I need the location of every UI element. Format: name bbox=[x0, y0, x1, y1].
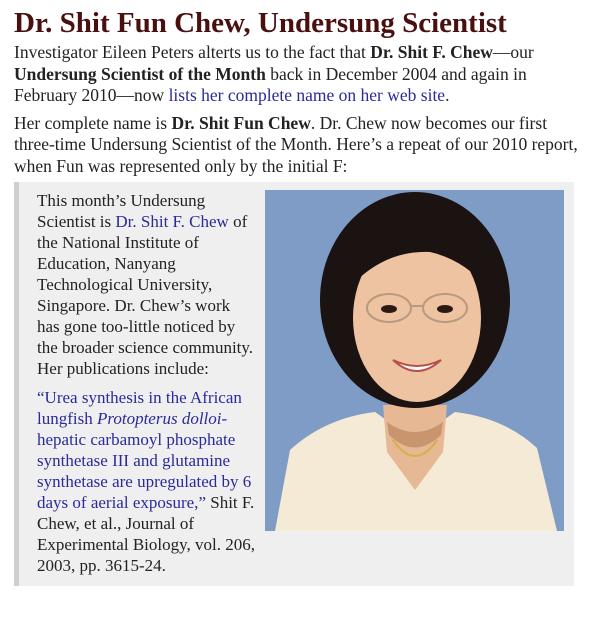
portrait-photo bbox=[265, 190, 564, 531]
name-bold: Dr. Shit F. Chew bbox=[370, 42, 493, 62]
award-bold: Undersung Scientist of the Month bbox=[14, 63, 266, 84]
species-name: Protopterus dolloi bbox=[96, 409, 222, 428]
website-link[interactable]: lists her complete name on her web site bbox=[168, 85, 446, 105]
quoted-report bbox=[14, 182, 574, 586]
paper-title-link[interactable]: “Urea synthesis in the African lungfish Protopterus dolloi-hepatic carbamoyl phosphate synthetase III and glutamine synthetase are upregulated by 6 days of aerial exposure,” bbox=[37, 388, 252, 512]
intro-paragraph: Investigator Eileen Peters alterts us to the fact that Dr. Shit F. Chew—our Undersung Scientist of the Month back in December 2004 and again in February 2010—now lists her complete name on her web site. bbox=[14, 42, 534, 105]
quote-body: This month’s Undersung Scientist is Dr. Shit F. Chew of the National Institute of Education, Nanyang Technological University, Singapore. Dr. Chew’s work has gone too-little noticed by the broader science community. Her publications include: bbox=[37, 191, 254, 378]
page-title: Dr. Shit Fun Chew, Undersung Scientist bbox=[14, 7, 507, 39]
second-paragraph: Her complete name is Dr. Shit Fun Chew. Dr. Chew now becomes our first three-time Undersung Scientist of the Month. Here’s a repeat of our 2010 report, when Fun was represented only by the initial F: bbox=[14, 112, 578, 176]
citation: “Urea synthesis in the African lungfish Protopterus dolloi-hepatic carbamoyl phosphate synthetase III and glutamine synthetase are upregulated by 6 days of aerial exposure,” Shit F. Chew, et al., Journal of Experimental Biology, vol. 206, 2003, pp. 3615-24. bbox=[37, 388, 255, 575]
full-name-bold: Dr. Shit Fun Chew bbox=[171, 112, 311, 133]
scientist-link[interactable]: Dr. Shit F. Chew bbox=[115, 212, 229, 231]
